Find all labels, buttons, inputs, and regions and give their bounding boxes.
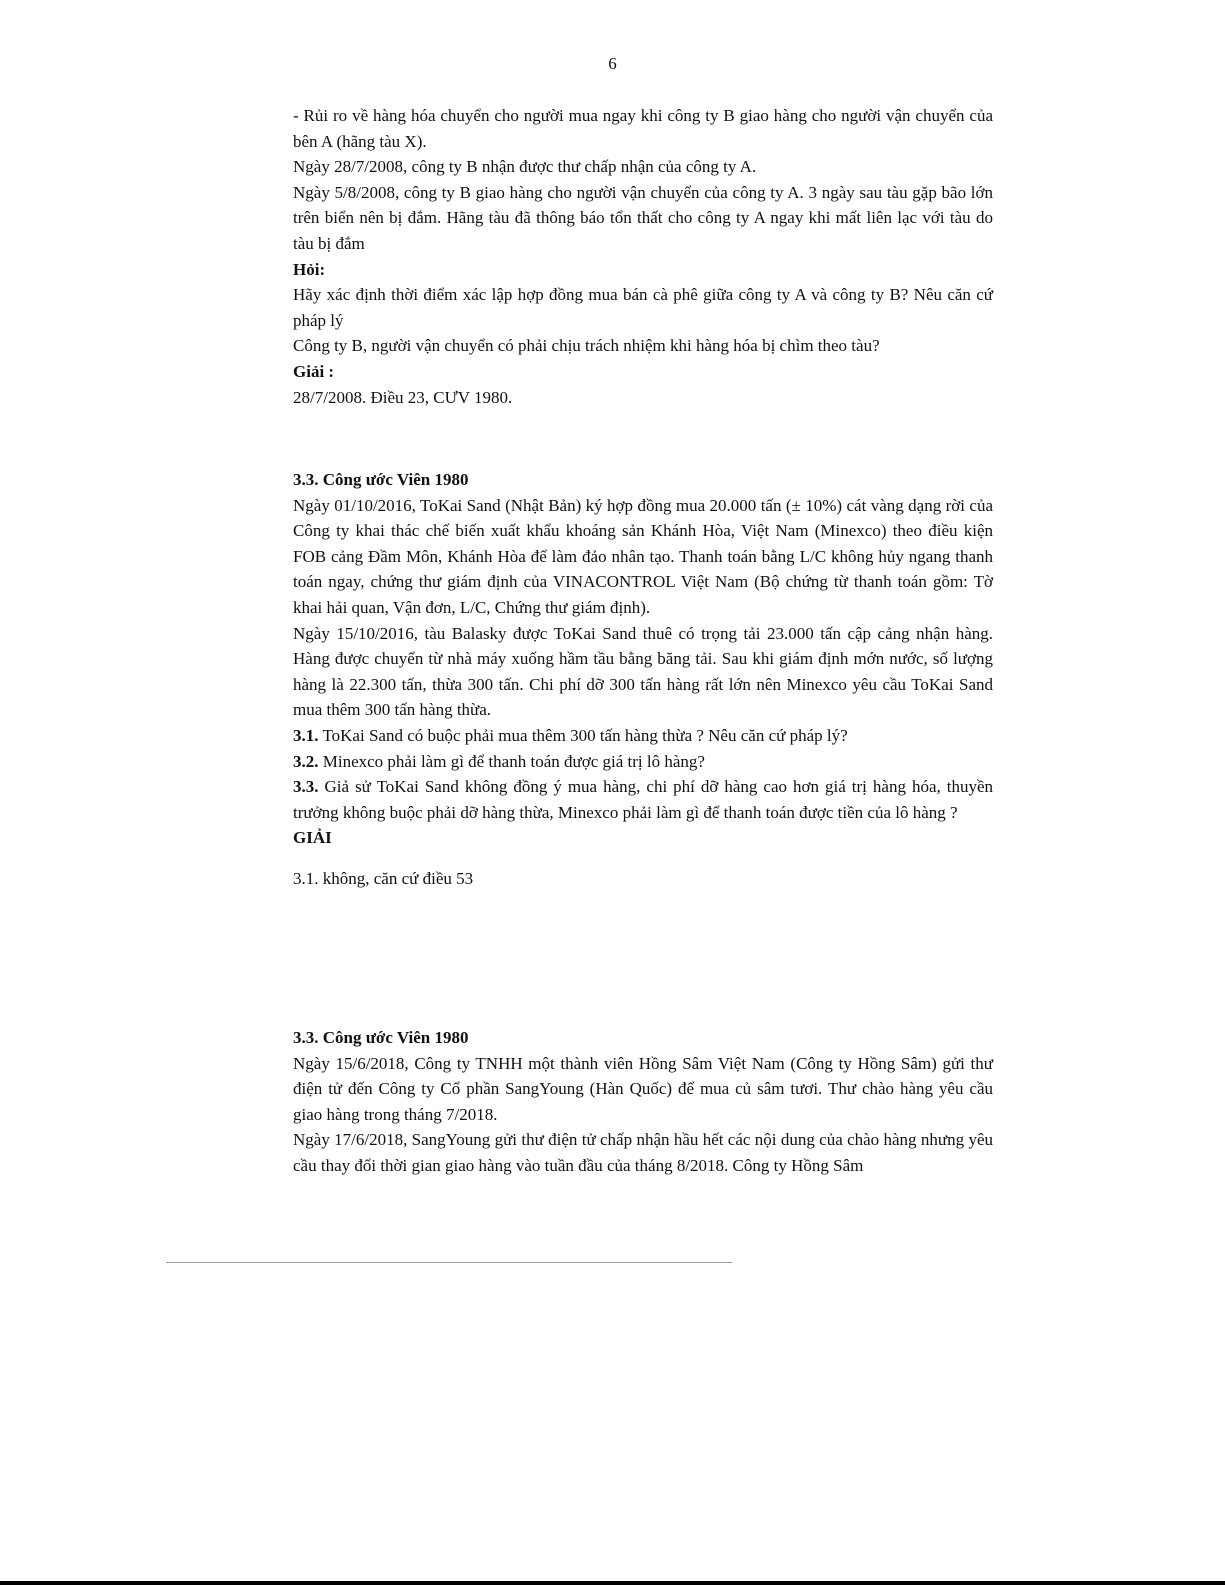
- case2-question-3-text: Giả sử ToKai Sand không đồng ý mua hàng, chi phí dỡ hàng cao hơn giá trị hàng hóa, thuyền trưởng không buộc phải dỡ hàng thừa, Minexco phải làm gì để thanh toán được tiền của lô hàng ?: [293, 777, 994, 822]
- page-number: 6: [608, 54, 617, 73]
- case2-question-3-number: 3.3.: [293, 777, 319, 797]
- case2-paragraph-loading: Ngày 15/10/2016, tàu Balasky được ToKai Sand thuê có trọng tải 23.000 tấn cập cảng nhận hàng. Hàng được chuyển từ nhà máy xuống hầm tầu bằng băng tải. Sau khi giám định mớn nước, số lượng hàng là 22.300 tấn, thừa 300 tấn. Chi phí dỡ 300 tấn hàng rất lớn nên Minexco yêu cầu ToKai Sand mua thêm 300 tấn hàng thừa.: [293, 623, 993, 720]
- case2-answer: 3.1. không, căn cứ điều 53: [293, 868, 474, 888]
- case1-question-1: Hãy xác định thời điểm xác lập hợp đồng mua bán cà phê giữa công ty A và công ty B? Nêu căn cứ pháp lý: [293, 285, 993, 330]
- case2-question-2: [293, 749, 993, 775]
- case2-section: [293, 467, 993, 892]
- case1-section: [293, 103, 993, 410]
- case1-answer: 28/7/2008. Điều 23, CƯV 1980.: [293, 387, 513, 407]
- case3-heading: 3.3. Công ước Viên 1980: [293, 1028, 469, 1047]
- case1-question-2: Công ty B, người vận chuyển có phải chịu trách nhiệm khi hàng hóa bị chìm theo tàu?: [293, 336, 880, 356]
- case1-acceptance-date: Ngày 28/7/2008, công ty B nhận được thư chấp nhận của công ty A.: [293, 157, 757, 177]
- bottom-edge-bar: [0, 1581, 1225, 1585]
- case2-question-1-text: ToKai Sand có buộc phải mua thêm 300 tấn hàng thừa ? Nêu căn cứ pháp lý?: [322, 725, 848, 745]
- footer-divider: [166, 1262, 732, 1263]
- case2-question-2-number: 3.2.: [293, 751, 319, 771]
- case3-section: [293, 1025, 993, 1179]
- case2-paragraph-contract: Ngày 01/10/2016, ToKai Sand (Nhật Bản) ký hợp đồng mua 20.000 tấn (± 10%) cát vàng dạng rời của Công ty khai thác chế biến xuất khẩu khoáng sản Khánh Hòa, Việt Nam (Minexco) theo điều kiện FOB cảng Đầm Môn, Khánh Hòa để làm đảo nhân tạo. Thanh toán bằng L/C không hủy ngang thanh toán ngay, chứng thư giám định của VINACONTROL Việt Nam (Bộ chứng từ thanh toán gồm: Tờ khai hải quan, Vận đơn, L/C, Chứng thư giám định).: [293, 495, 993, 617]
- case3-paragraph-acceptance: Ngày 17/6/2018, SangYoung gửi thư điện tử chấp nhận hầu hết các nội dung của chào hàng nhưng yêu cầu thay đổi thời gian giao hàng vào tuần đầu của tháng 8/2018. Công ty Hồng Sâm: [293, 1130, 993, 1175]
- case1-answer-heading: Giải :: [293, 361, 335, 381]
- case1-question-heading: Hỏi:: [293, 259, 326, 279]
- case2-question-2-text: Minexco phải làm gì để thanh toán được giá trị lô hàng?: [322, 751, 705, 771]
- case2-question-1-number: 3.1.: [293, 725, 319, 745]
- case2-heading: 3.3. Công ước Viên 1980: [293, 470, 469, 489]
- case3-paragraph-offer: Ngày 15/6/2018, Công ty TNHH một thành viên Hồng Sâm Việt Nam (Công ty Hồng Sâm) gửi thư điện tử đến Công ty Cổ phần SangYoung (Hàn Quốc) để mua củ sâm tươi. Thư chào hàng yêu cầu giao hàng trong tháng 7/2018.: [293, 1053, 993, 1124]
- case2-answer-heading: GIẢI: [293, 828, 332, 848]
- case2-question-3: [293, 774, 993, 825]
- case2-question-1: [293, 723, 993, 749]
- case1-risk-clause: - Rủi ro về hàng hóa chuyển cho người mua ngay khi công ty B giao hàng cho người vận chuyển của bên A (hãng tàu X).: [293, 106, 993, 151]
- case1-delivery-event: Ngày 5/8/2008, công ty B giao hàng cho người vận chuyển của công ty A. 3 ngày sau tàu gặp bão lớn trên biển nên bị đắm. Hãng tàu đã thông báo tổn thất cho công ty A ngay khi mất liên lạc với tàu do tàu bị đắm: [293, 182, 993, 253]
